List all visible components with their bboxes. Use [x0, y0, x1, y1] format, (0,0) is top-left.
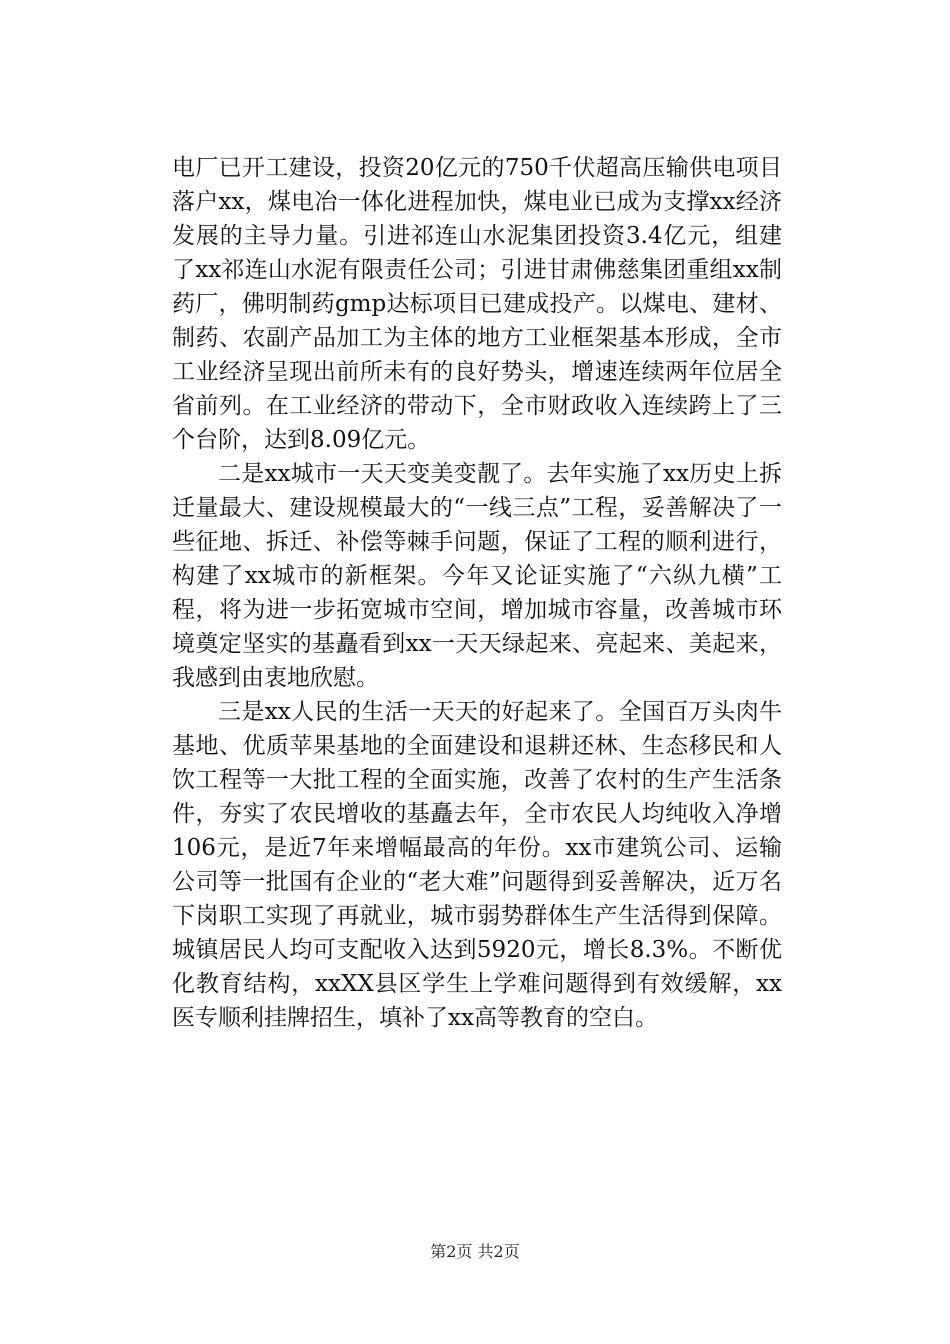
paragraph-3: 三是xx人民的生活一天天的好起来了。全国百万头肉牛基地、优质苹果基地的全面建设和退耕还林、生态移民和人饮工程等一大批工程的全面实施，改善了农村的生产生活条件，夯实了农民增收的基矗去年，全市农民人均纯收入净增106元，是近7年来增幅最高的年份。xx市建筑公司、运输公司等一批国有企业的“老大难”问题得到妥善解决，近万名下岗职工实现了再就业，城市弱势群体生产生活得到保障。城镇居民人均可支配收入达到5920元，增长8.3%。不断优化教育结构，xxXX县区学生上学难问题得到有效缓解，xx医专顺利挂牌招生，填补了xx高等教育的空白。: [172, 699, 782, 1031]
page-number-label: 第2页 共2页: [430, 1242, 520, 1261]
paragraph-1: 电厂已开工建设，投资20亿元的750千伏超高压输供电项目落户xx，煤电冶一体化进程加快，煤电业已成为支撑xx经济发展的主导力量。引进祁连山水泥集团投资3.4亿元，组建了xx祁连山水泥有限责任公司；引进甘肃佛慈集团重组xx制药厂，佛明制药gmp达标项目已建成投产。以煤电、建材、制药、农副产品加工为主体的地方工业框架基本形成，全市工业经济呈现出前所未有的良好势头，增速连续两年位居全省前列。在工业经济的带动下，全市财政收入连续跨上了三个台阶，达到8.09亿元。: [172, 155, 782, 453]
paragraph-2: 二是xx城市一天天变美变靓了。去年实施了xx历史上拆迁量最大、建设规模最大的“一线三点”工程，妥善解决了一些征地、拆迁、补偿等棘手问题，保证了工程的顺利进行，构建了xx城市的新框架。今年又论证实施了“六纵九横”工程，将为进一步拓宽城市空间，增加城市容量，改善城市环境奠定坚实的基矗看到xx一天天绿起来、亮起来、美起来，我感到由衷地欣慰。: [172, 461, 782, 691]
document-body: [172, 151, 782, 1035]
page-footer: [0, 1241, 950, 1263]
